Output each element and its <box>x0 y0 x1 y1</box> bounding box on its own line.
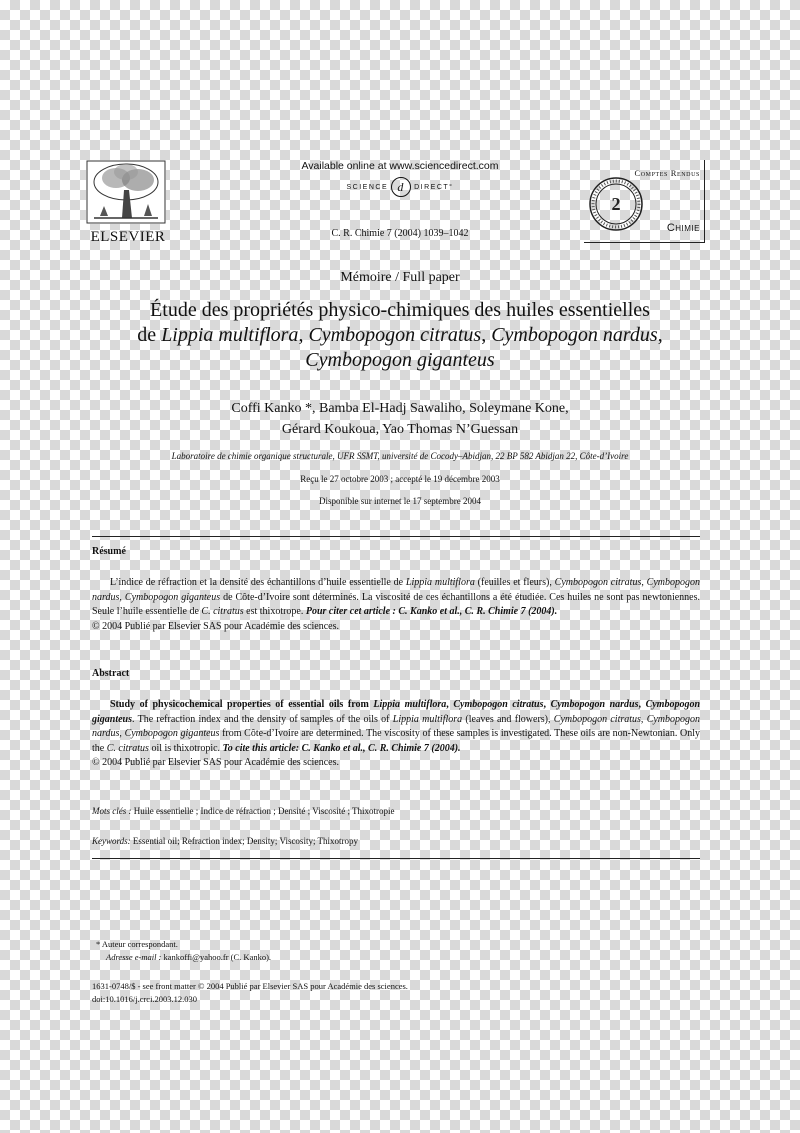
journal-logo <box>584 160 705 243</box>
title-species-4: Cymbopogon giganteus <box>305 349 495 371</box>
keywords-fr-values: Huile essentielle ; Indice de réfraction ; Densité ; Viscosité ; Thixotropie <box>131 806 395 816</box>
abstract-bold-2: , <box>446 699 454 710</box>
available-online: Available online at www.sciencedirect.com <box>301 160 499 172</box>
resume-copyright: © 2004 Publié par Elsevier SAS pour Académie des sciences. <box>92 620 339 632</box>
title-species-3: Cymbopogon nardus <box>491 324 658 346</box>
resume-species-4: Cymbopogon giganteus <box>124 591 221 603</box>
title-de: de <box>137 324 162 346</box>
academy-seal-icon <box>588 176 644 232</box>
abstract-text-4: oil is thixotropic. <box>148 742 223 754</box>
divider-bottom <box>92 858 700 859</box>
title-sep-1: , <box>298 324 309 346</box>
footnote-publication <box>92 980 592 1006</box>
abstract-species-3: C. citratus <box>106 742 149 754</box>
resume-body <box>92 576 700 634</box>
abstract-species-1: Lippia multiflora <box>392 713 463 725</box>
authors <box>100 398 700 440</box>
email-label: Adresse e-mail : <box>106 952 162 962</box>
abstract-bold-3: , <box>543 699 551 710</box>
journal-citation: C. R. Chimie 7 (2004) 1039–1042 <box>331 228 469 239</box>
resume-text-5: de Côte-d’Ivoire sont déterminés. La viscosité de ces échantillons a été étudiée. Ces huiles ne sont pas newtoniennes. Seule l’huile essentielle de <box>92 591 701 617</box>
keywords-fr <box>92 806 700 816</box>
article-title <box>80 298 720 373</box>
abstract-bold-1: Study of physicochemical properties of essential oils from <box>110 699 374 710</box>
abstract-bold-species-1: Lippia multiflora <box>373 699 447 710</box>
resume-text-6: est thixotrope. <box>243 606 306 617</box>
online-date: Disponible sur internet le 17 septembre 2004 <box>319 496 481 506</box>
journal-brand: Comptes Rendus <box>634 168 700 178</box>
title-species-2: Cymbopogon citratus <box>308 324 482 346</box>
abstract-cite: To cite this article: C. Kanko et al., C. R. Chimie 7 (2004). <box>222 742 461 754</box>
abstract-bold-4: , <box>638 699 646 710</box>
authors-line1: Coffi Kanko *, Bamba El-Hadj Sawaliho, Soleymane Kone, <box>231 401 569 416</box>
affiliation: Laboratoire de chimie organique structurale, UFR SSMT, université de Cocody–Abidjan, 22 BP 582 Abidjan 22, Côte-d’Ivoire <box>171 451 629 461</box>
authors-line2: Gérard Koukoua, Yao Thomas N’Guessan <box>281 422 519 437</box>
title-sep-3: , <box>657 324 663 346</box>
keywords-en-values: Essential oil; Refraction index; Density; Viscosity; Thixotropy <box>130 836 359 846</box>
doi-line: doi:10.1016/j.crci.2003.12.030 <box>92 994 198 1004</box>
resume-heading: Résumé <box>92 546 126 557</box>
abstract-body <box>92 698 700 771</box>
keywords-fr-label: Mots clés : <box>92 806 132 816</box>
seal-number: 2 <box>611 194 621 214</box>
journal-brand-chimie: Chimie <box>666 222 700 234</box>
resume-text-3: , <box>641 577 647 588</box>
email-line <box>96 951 496 964</box>
divider-top <box>92 536 700 537</box>
resume-species-3: Cymbopogon nardus <box>92 577 701 603</box>
resume-species-1: Lippia multiflora <box>405 577 475 588</box>
abstract-bold-species-4: Cymbopogon giganteus <box>92 699 701 725</box>
resume-text-4: , <box>119 591 125 603</box>
resume-text-2: (feuilles et fleurs), <box>474 577 555 588</box>
title-line1: Étude des propriétés physico-chimiques des huiles essentielles <box>150 299 650 321</box>
keywords-en <box>92 836 700 846</box>
keywords-en-label: Keywords: <box>92 836 131 846</box>
footnote-corresponding <box>96 938 496 964</box>
sd-right-text: DIRECT° <box>414 183 454 191</box>
abstract-text-1: . The refraction index and the density of samples of the oils of <box>132 713 393 725</box>
received-dates: Reçu le 27 octobre 2003 ; accepté le 19 décembre 2003 <box>300 474 500 484</box>
abstract-copyright: © 2004 Publié par Elsevier SAS pour Académie des sciences. <box>92 757 339 768</box>
sciencedirect-logo <box>330 176 470 198</box>
abstract-heading: Abstract <box>92 668 130 679</box>
title-sep-2: , <box>481 324 492 346</box>
resume-text-1: L’indice de réfraction et la densité des échantillons d’huile essentielle de <box>110 577 406 588</box>
email-value: kankoffi@yahoo.fr (C. Kanko). <box>161 952 272 962</box>
elsevier-tree-icon <box>86 160 166 224</box>
resume-species-5: C. citratus <box>201 606 244 617</box>
publisher-name: ELSEVIER <box>90 229 166 245</box>
abstract-bold-species-2: Cymbopogon citratus <box>453 699 544 710</box>
abstract-text-2: (leaves and flowers), <box>462 713 554 725</box>
abstract-text-3: from Côte-d’Ivoire are determined. The viscosity of these samples is investigated. These oils are non-Newtonian. Only the <box>92 728 700 754</box>
abstract-species-2: Cymbopogon citratus, Cymbopogon nardus, Cymbopogon giganteus <box>92 713 701 739</box>
issn-line: 1631-0748/$ - see front matter © 2004 Publié par Elsevier SAS pour Académie des sciences. <box>92 981 408 991</box>
abstract-bold-species-3: Cymbopogon nardus <box>550 699 639 710</box>
title-species-1: Lippia multiflora <box>161 324 299 346</box>
paper-type: Mémoire / Full paper <box>340 270 460 285</box>
resume-species-2: Cymbopogon citratus <box>554 577 642 588</box>
sd-left-text: SCIENCE <box>346 183 389 191</box>
resume-cite: Pour citer cet article : C. Kanko et al., C. R. Chimie 7 (2004). <box>305 606 558 617</box>
elsevier-logo <box>86 160 170 246</box>
corresponding-author: * Auteur correspondant. <box>96 939 178 949</box>
sd-circle-icon: d <box>391 177 411 197</box>
